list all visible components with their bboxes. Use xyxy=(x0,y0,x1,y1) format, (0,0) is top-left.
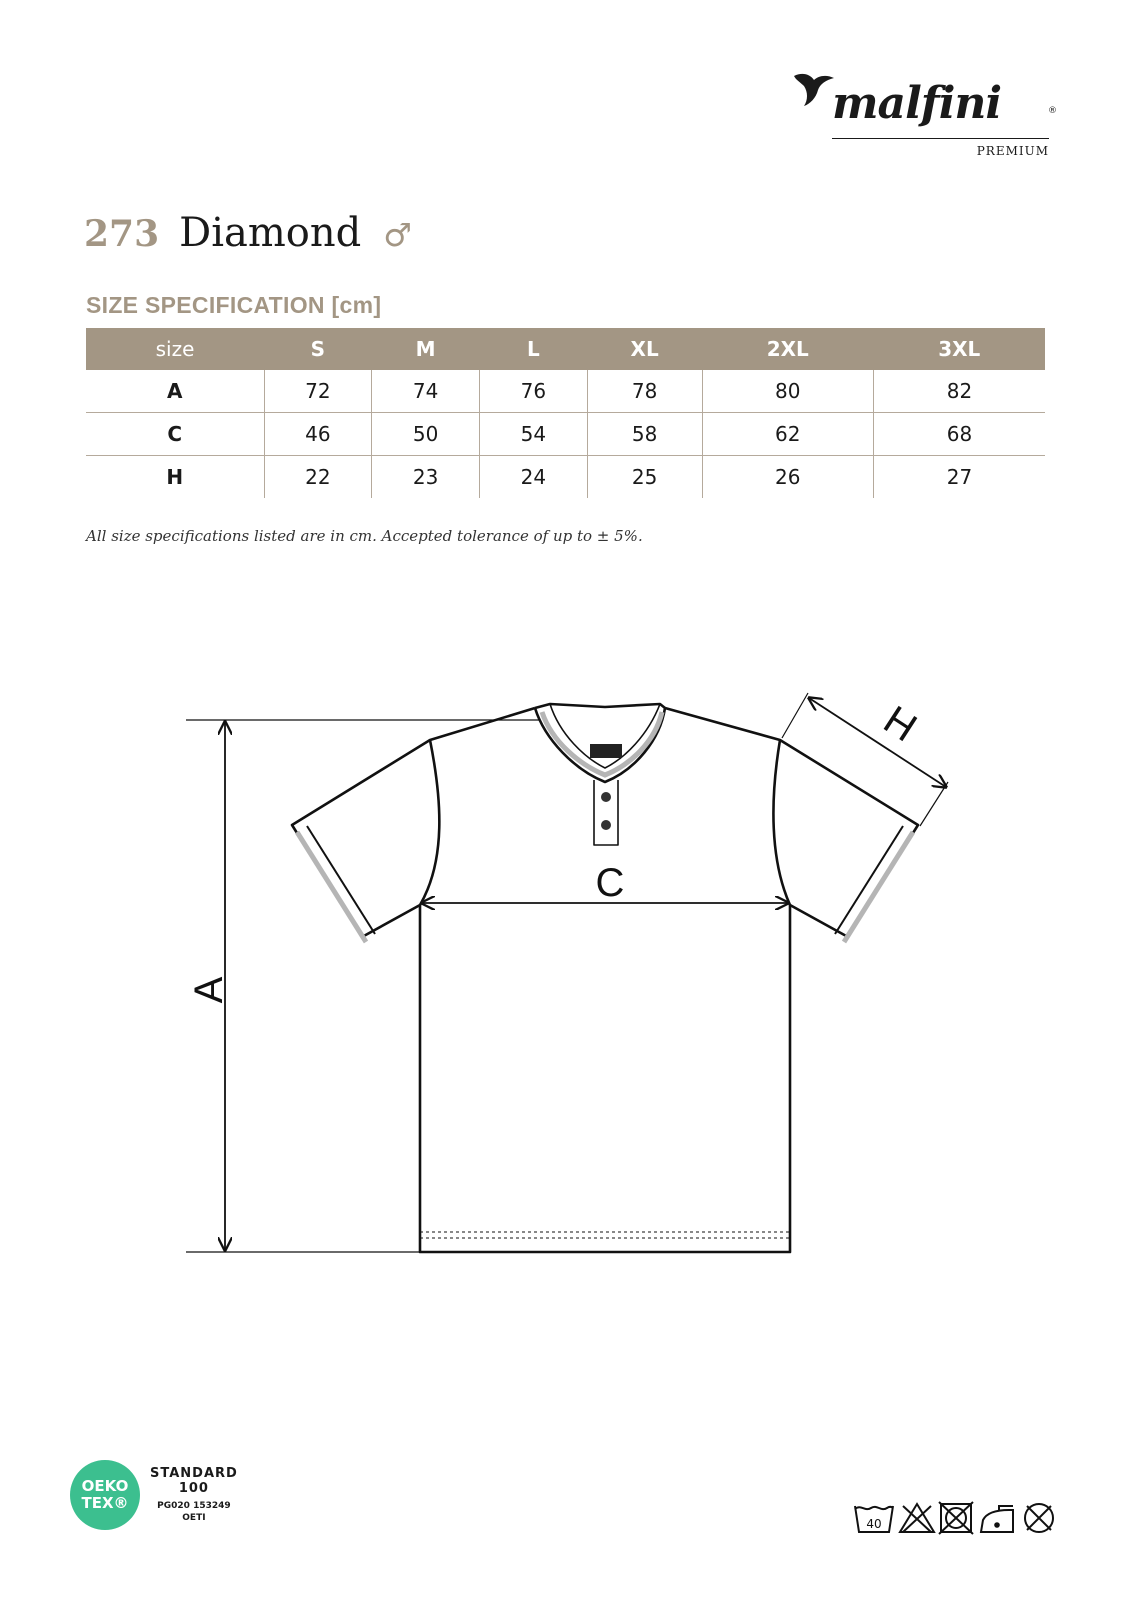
standard-label: STANDARD xyxy=(150,1466,238,1481)
iron-low-icon xyxy=(981,1506,1013,1532)
table-row xyxy=(86,413,1045,456)
brand-logo xyxy=(792,66,1057,166)
table-cell: 46 xyxy=(264,413,372,456)
row-label: A xyxy=(86,370,264,413)
table-row xyxy=(86,370,1045,413)
oeko-tex-details xyxy=(150,1466,238,1524)
table-cell: 72 xyxy=(264,370,372,413)
logo-rule xyxy=(832,138,1049,139)
certificate-institute: OETI xyxy=(182,1513,206,1523)
table-cell: 62 xyxy=(702,413,873,456)
header-cell: L xyxy=(480,328,588,370)
size-table xyxy=(86,328,1045,498)
table-cell: 26 xyxy=(702,456,873,499)
brand-wordmark: malfini xyxy=(832,78,1002,129)
registered-mark: ® xyxy=(1048,106,1057,116)
header-cell: 2XL xyxy=(702,328,873,370)
no-bleach-icon xyxy=(900,1504,934,1532)
garment-diagram xyxy=(0,660,1131,1300)
shirt-outline xyxy=(292,704,918,1252)
brand-line: PREMIUM xyxy=(976,144,1049,158)
dimension-a-label: A xyxy=(187,976,231,1004)
care-symbols xyxy=(853,1500,1063,1536)
dimension-h-arrow xyxy=(809,698,946,787)
no-dry-clean-icon xyxy=(1025,1504,1053,1532)
oeko-tex-badge xyxy=(70,1460,270,1540)
oeko-line1: OEKO xyxy=(81,1477,129,1495)
no-tumble-dry-icon xyxy=(939,1502,973,1534)
oeko-tex-logo xyxy=(70,1460,140,1530)
neck-label xyxy=(590,744,622,758)
dimension-c-label: C xyxy=(595,861,625,905)
table-cell: 74 xyxy=(372,370,480,413)
svg-text:40: 40 xyxy=(866,1517,882,1531)
male-symbol-icon: ♂ xyxy=(383,216,412,254)
header-cell: size xyxy=(86,328,264,370)
spec-heading: SIZE SPECIFICATION [cm] xyxy=(86,292,382,318)
header-cell: M xyxy=(372,328,480,370)
guide-h-left xyxy=(782,693,808,738)
wash-40-icon xyxy=(855,1506,893,1532)
table-cell: 78 xyxy=(587,370,702,413)
standard-number: 100 xyxy=(178,1481,209,1496)
table-cell: 82 xyxy=(873,370,1045,413)
tolerance-note: All size specifications listed are in cm. Accepted tolerance of up to ± 5%. xyxy=(86,527,643,545)
row-label: C xyxy=(86,413,264,456)
table-cell: 24 xyxy=(480,456,588,499)
table-header-row xyxy=(86,328,1045,370)
table-cell: 54 xyxy=(480,413,588,456)
header-cell: XL xyxy=(587,328,702,370)
table-cell: 76 xyxy=(480,370,588,413)
row-label: H xyxy=(166,465,184,489)
guide-h-right xyxy=(920,782,948,826)
table-row xyxy=(86,456,1045,499)
product-name: Diamond xyxy=(179,210,362,256)
header-cell: 3XL xyxy=(873,328,1045,370)
table-cell: 50 xyxy=(372,413,480,456)
dimension-h-label: H xyxy=(875,697,925,751)
placket-buttons xyxy=(601,792,611,830)
table-cell: 68 xyxy=(873,413,1045,456)
table-cell: 23 xyxy=(372,456,480,499)
certificate-code: PG020 153249 xyxy=(157,1501,231,1511)
header-cell: S xyxy=(264,328,372,370)
table-cell: 27 xyxy=(873,456,1045,499)
table-cell: 58 xyxy=(587,413,702,456)
table-cell: 80 xyxy=(702,370,873,413)
bird-icon xyxy=(792,70,836,110)
table-cell: 22 xyxy=(264,456,372,499)
oeko-line2: TEX® xyxy=(81,1494,129,1512)
product-title xyxy=(84,210,412,260)
product-number: 273 xyxy=(84,213,160,255)
table-cell: 25 xyxy=(587,456,702,499)
